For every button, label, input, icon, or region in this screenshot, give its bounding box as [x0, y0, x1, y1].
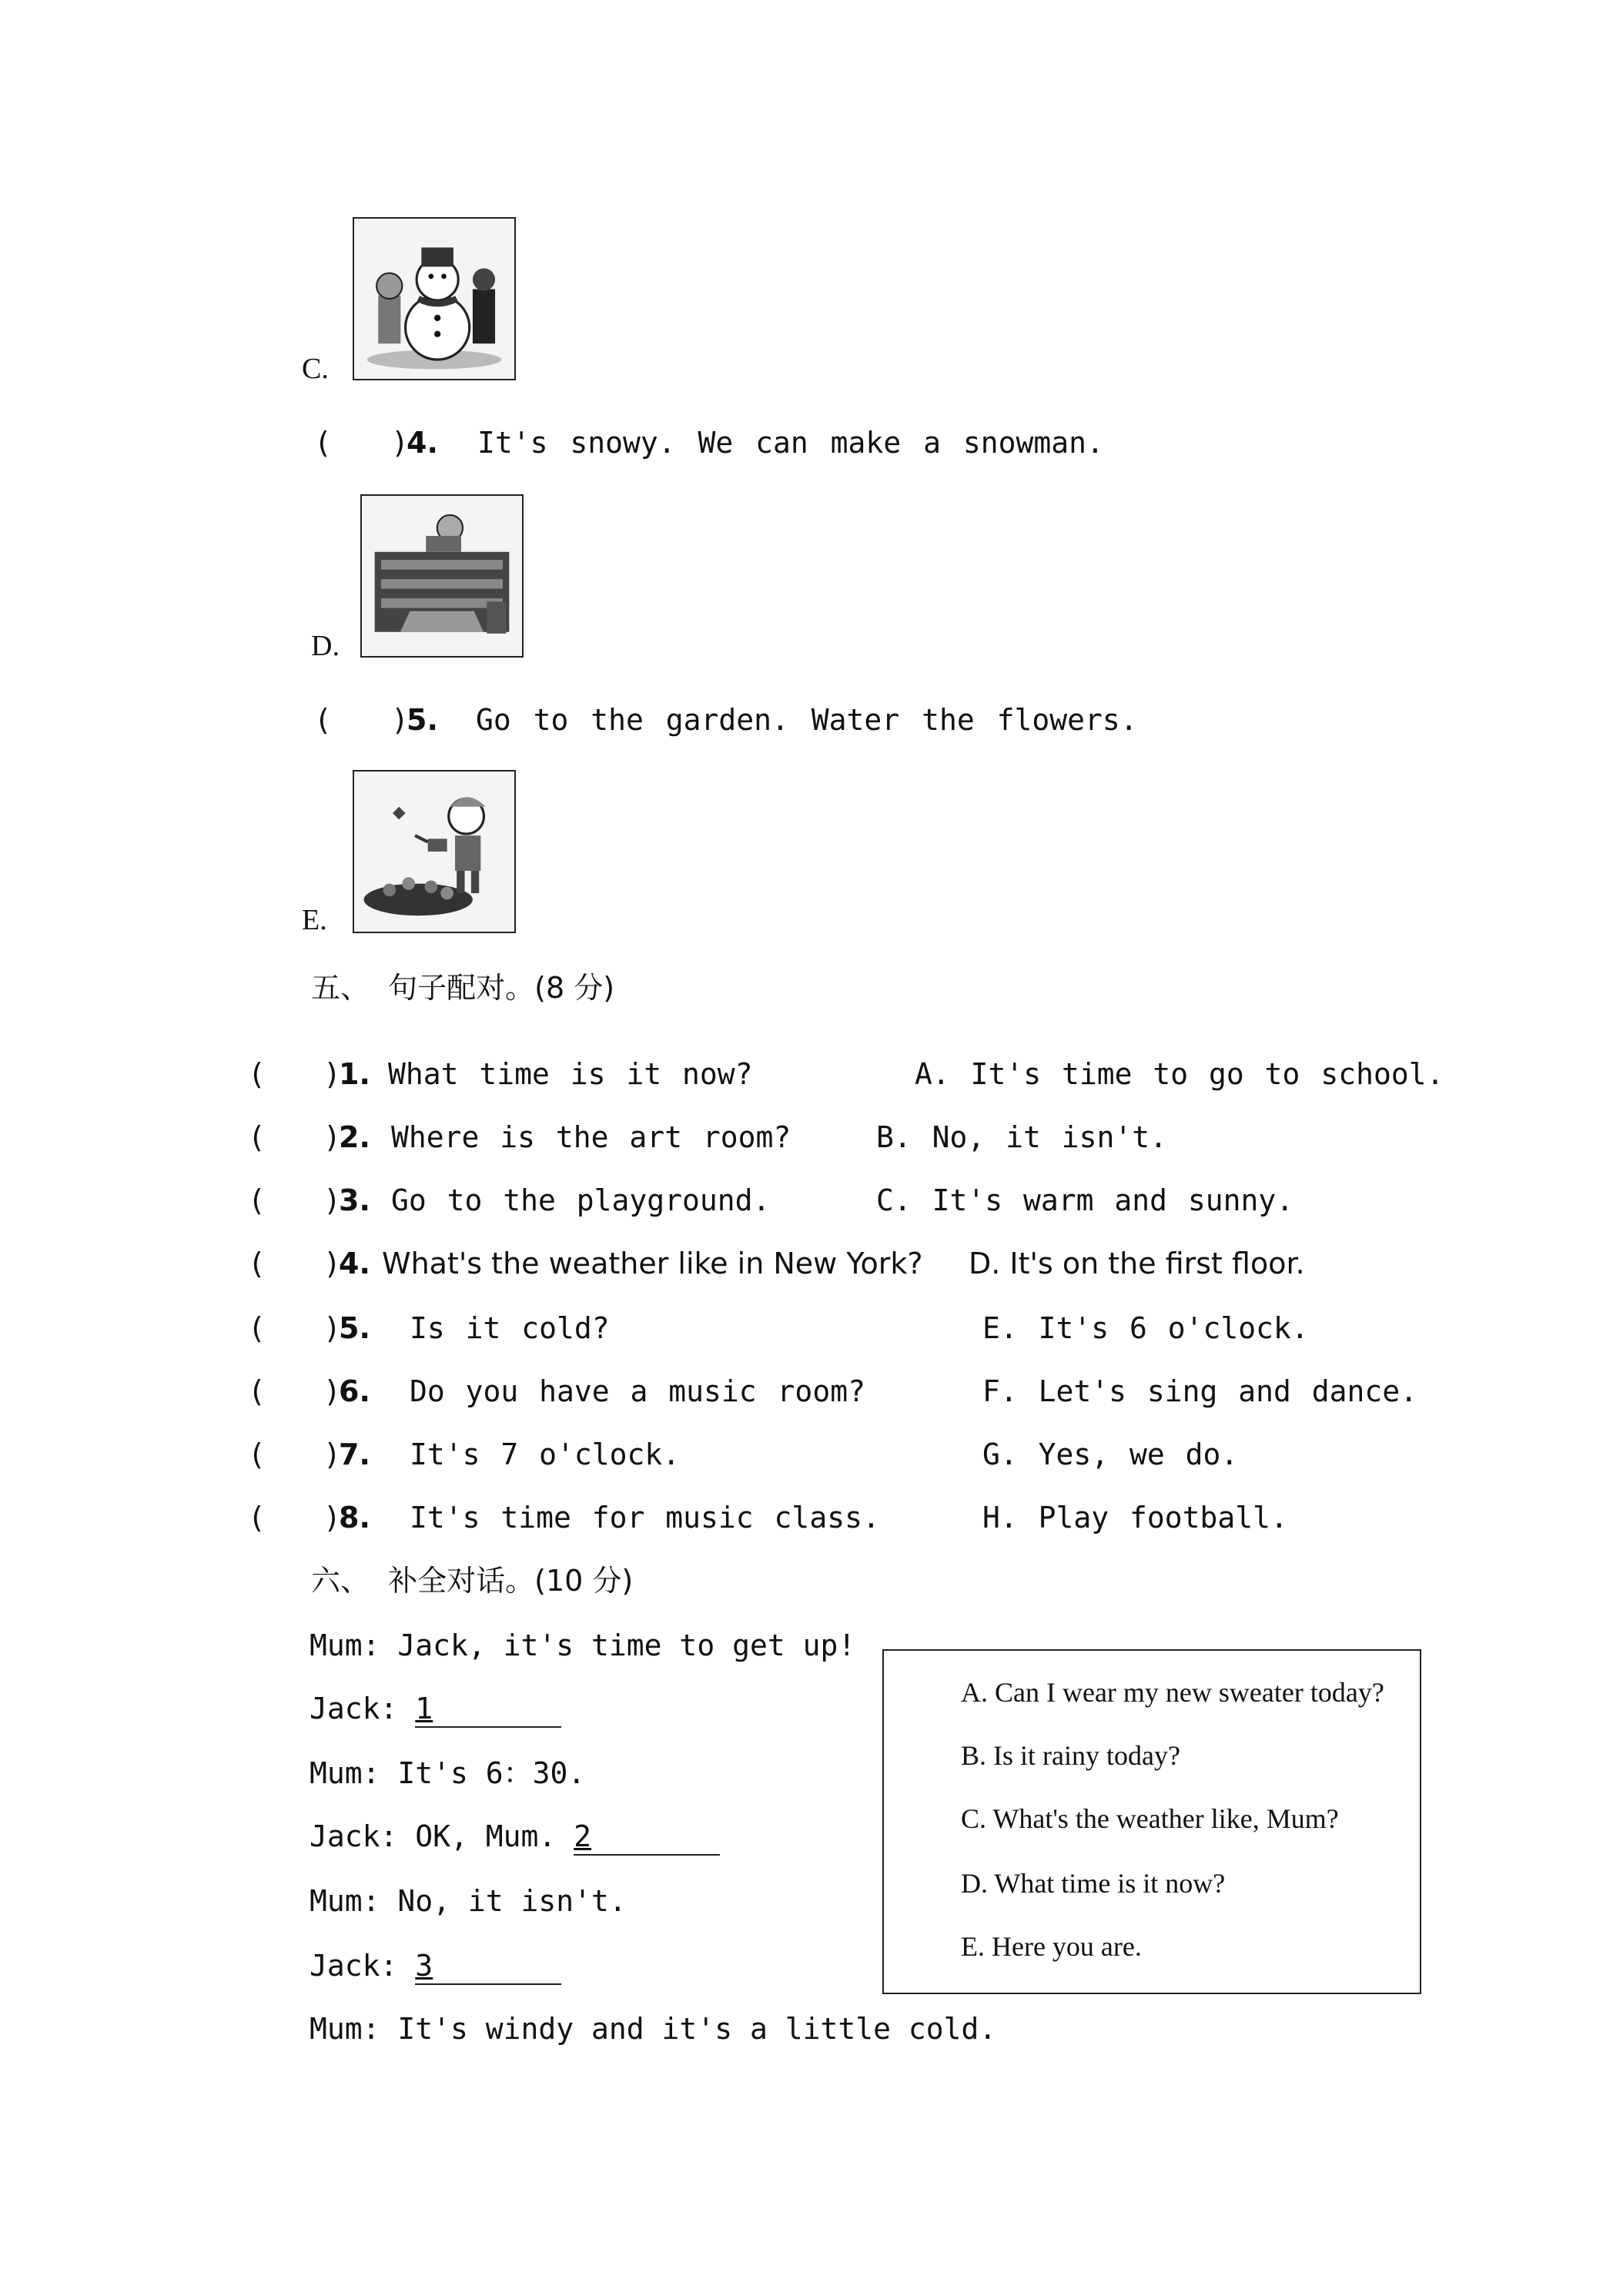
match-open-paren: (	[248, 1057, 266, 1091]
match-number: 8.	[339, 1501, 370, 1535]
match-question: Go to the playground.	[391, 1183, 771, 1217]
match-answer: F. Let's sing and dance.	[982, 1374, 1418, 1408]
dialogue-option: E. Here you are.	[961, 1931, 1142, 1962]
match-answer: A. It's time to go to school.	[915, 1057, 1444, 1091]
match-open-paren: (	[248, 1311, 266, 1345]
dialogue-option: D. What time is it now?	[961, 1868, 1226, 1899]
match-number: 6.	[339, 1374, 370, 1408]
picture-c-snowman	[353, 217, 516, 380]
dialogue-line	[310, 1819, 720, 1856]
match-answer: E. It's 6 o'clock.	[982, 1311, 1309, 1345]
match-open-paren: (	[248, 1501, 266, 1535]
match-answer: B. No, it isn't.	[876, 1120, 1168, 1154]
match-number: 5.	[339, 1311, 370, 1345]
match-open-paren: (	[248, 1247, 266, 1280]
match-answer: C. It's warm and sunny.	[876, 1183, 1294, 1217]
dialogue-blank-number: 2	[574, 1819, 592, 1853]
match-question: Where is the art room?	[391, 1120, 791, 1154]
picture-d-label: D.	[311, 630, 340, 662]
match-close-paren: )	[323, 1120, 341, 1154]
match-close-paren: )	[323, 1057, 341, 1091]
match-question: What's the weather like in New York?	[382, 1247, 923, 1280]
dialogue-text: Jack: OK, Mum.	[310, 1819, 574, 1853]
match-answer: D. It's on the first floor.	[969, 1247, 1305, 1280]
match-open-paren: (	[248, 1438, 266, 1471]
q5-close-paren: )	[391, 703, 409, 737]
girl-watering-flowers-icon	[354, 771, 514, 932]
q4-open-paren: (	[314, 426, 332, 460]
picture-e-girl-watering	[353, 770, 516, 933]
match-number: 2.	[339, 1120, 370, 1154]
dialogue-blank[interactable]	[574, 1819, 720, 1856]
snowman-illustration-icon	[354, 219, 514, 379]
match-question: What time is it now?	[388, 1057, 753, 1091]
match-number: 7.	[339, 1438, 370, 1471]
q4-number: 4.	[407, 426, 438, 460]
q4-text: It's snowy. We can make a snowman.	[477, 426, 1104, 460]
match-open-paren: (	[248, 1374, 266, 1408]
dialogue-text: Jack:	[310, 1692, 416, 1725]
library-building-icon	[362, 496, 522, 656]
dialogue-text: Mum: Jack, it's time to get up!	[310, 1628, 856, 1662]
section6-heading: 六、 补全对话。(10 分)	[311, 1564, 634, 1598]
match-answer-slot[interactable]	[266, 1120, 320, 1153]
dialogue-line	[310, 2012, 997, 2046]
picture-d-library	[360, 494, 524, 658]
dialogue-blank[interactable]	[415, 1951, 561, 1985]
picture-e-label: E.	[302, 904, 327, 936]
match-close-paren: )	[323, 1501, 341, 1535]
section6-options-box	[882, 1649, 1421, 1994]
dialogue-blank[interactable]	[415, 1694, 561, 1728]
match-answer-slot[interactable]	[266, 1310, 320, 1344]
dialogue-text: Jack:	[310, 1949, 416, 1983]
dialogue-text: Mum: It's 6：30.	[310, 1756, 586, 1790]
match-question: It's 7 o'clock.	[410, 1438, 681, 1471]
q5-text: Go to the garden. Water the flowers.	[476, 703, 1138, 737]
match-answer-slot[interactable]	[266, 1500, 320, 1534]
dialogue-text: Mum: No, it isn't.	[310, 1884, 627, 1918]
match-answer-slot[interactable]	[266, 1056, 320, 1090]
dialogue-line	[310, 1694, 561, 1728]
match-question: Is it cold?	[410, 1311, 610, 1345]
match-open-paren: (	[248, 1183, 266, 1217]
q5-answer-slot[interactable]	[333, 702, 387, 736]
match-answer-slot[interactable]	[266, 1246, 320, 1280]
dialogue-option: A. Can I wear my new sweater today?	[961, 1677, 1384, 1708]
picture-c-label: C.	[302, 353, 329, 385]
dialogue-option: B. Is it rainy today?	[961, 1740, 1180, 1771]
match-answer: H. Play football.	[982, 1501, 1288, 1535]
match-question: Do you have a music room?	[410, 1374, 865, 1408]
match-answer-slot[interactable]	[266, 1437, 320, 1471]
dialogue-text: Mum: It's windy and it's a little cold.	[310, 2012, 997, 2046]
match-number: 3.	[339, 1183, 370, 1217]
dialogue-blank-number: 1	[415, 1692, 433, 1725]
match-close-paren: )	[323, 1311, 341, 1345]
q4-answer-slot[interactable]	[333, 425, 387, 459]
dialogue-line	[310, 1886, 627, 1916]
match-answer-slot[interactable]	[266, 1374, 320, 1407]
match-close-paren: )	[323, 1438, 341, 1471]
dialogue-line	[310, 1628, 856, 1662]
match-close-paren: )	[323, 1183, 341, 1217]
match-question: It's time for music class.	[410, 1501, 880, 1535]
match-answer: G. Yes, we do.	[982, 1438, 1239, 1471]
section5-heading: 五、 句子配对。(8 分)	[311, 971, 615, 1005]
dialogue-line	[310, 1756, 586, 1790]
q5-open-paren: (	[314, 703, 332, 737]
dialogue-blank-number: 3	[415, 1949, 433, 1983]
dialogue-option: C. What's the weather like, Mum?	[961, 1803, 1339, 1834]
match-close-paren: )	[323, 1374, 341, 1408]
match-answer-slot[interactable]	[266, 1183, 320, 1217]
q4-close-paren: )	[391, 426, 409, 460]
match-close-paren: )	[323, 1247, 341, 1280]
match-number: 1.	[339, 1057, 370, 1091]
match-number: 4.	[339, 1247, 370, 1280]
match-open-paren: (	[248, 1120, 266, 1154]
dialogue-line	[310, 1951, 561, 1985]
q5-number: 5.	[407, 703, 438, 737]
